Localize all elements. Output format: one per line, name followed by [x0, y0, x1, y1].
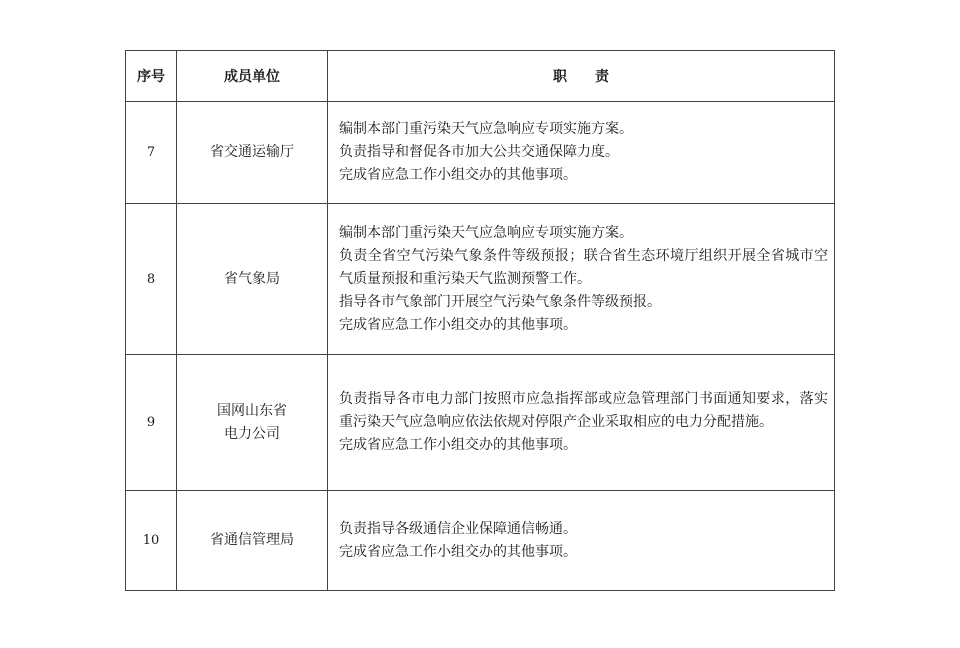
- duty-line: 指导各市气象部门开展空气污染气象条件等级预报。: [339, 293, 661, 310]
- unit-line: 省气象局: [224, 270, 280, 287]
- row-duty: [328, 102, 835, 204]
- table-row: [126, 491, 835, 591]
- duty-line: 负责全省空气污染气象条件等级预报；联合省生态环境厅组织开展全省城市空气质量预报和重污染天气监测预警工作。: [339, 247, 828, 287]
- row-member-unit: [177, 102, 328, 204]
- duty-line: 完成省应急工作小组交办的其他事项。: [339, 543, 577, 560]
- header-member-unit: 成员单位: [177, 51, 328, 102]
- table-row: [126, 355, 835, 491]
- row-member-unit: [177, 204, 328, 355]
- row-duty: [328, 491, 835, 591]
- unit-line: 省交通运输厅: [210, 144, 294, 160]
- table-header-row: [126, 51, 835, 102]
- duty-line: 编制本部门重污染天气应急响应专项实施方案。: [339, 224, 633, 241]
- duty-line: 负责指导各级通信企业保障通信畅通。: [339, 520, 577, 537]
- header-duty: 职 责: [328, 51, 835, 102]
- unit-line: 省通信管理局: [210, 532, 294, 548]
- row-index: 9: [126, 355, 177, 491]
- responsibility-table: [125, 50, 835, 591]
- row-duty: [328, 355, 835, 491]
- row-index: 7: [126, 102, 177, 204]
- duty-line: 负责指导各市电力部门按照市应急指挥部或应急管理部门书面通知要求，落实重污染天气应急响应依法依规对停限产企业采取相应的电力分配措施。: [339, 391, 828, 430]
- row-index: 10: [126, 491, 177, 591]
- duty-line: 编制本部门重污染天气应急响应专项实施方案。: [339, 121, 633, 137]
- duty-line: 负责指导和督促各市加大公共交通保障力度。: [339, 144, 619, 160]
- table-row: [126, 204, 835, 355]
- row-index: 8: [126, 204, 177, 355]
- duty-line: 完成省应急工作小组交办的其他事项。: [339, 437, 577, 453]
- row-member-unit: [177, 491, 328, 591]
- unit-line: 电力公司: [224, 425, 280, 442]
- row-member-unit: [177, 355, 328, 491]
- table-row: [126, 102, 835, 204]
- duty-line: 完成省应急工作小组交办的其他事项。: [339, 167, 577, 183]
- duty-line: 完成省应急工作小组交办的其他事项。: [339, 316, 577, 333]
- header-index: 序号: [126, 51, 177, 102]
- row-duty: [328, 204, 835, 355]
- unit-line: 国网山东省: [217, 402, 287, 419]
